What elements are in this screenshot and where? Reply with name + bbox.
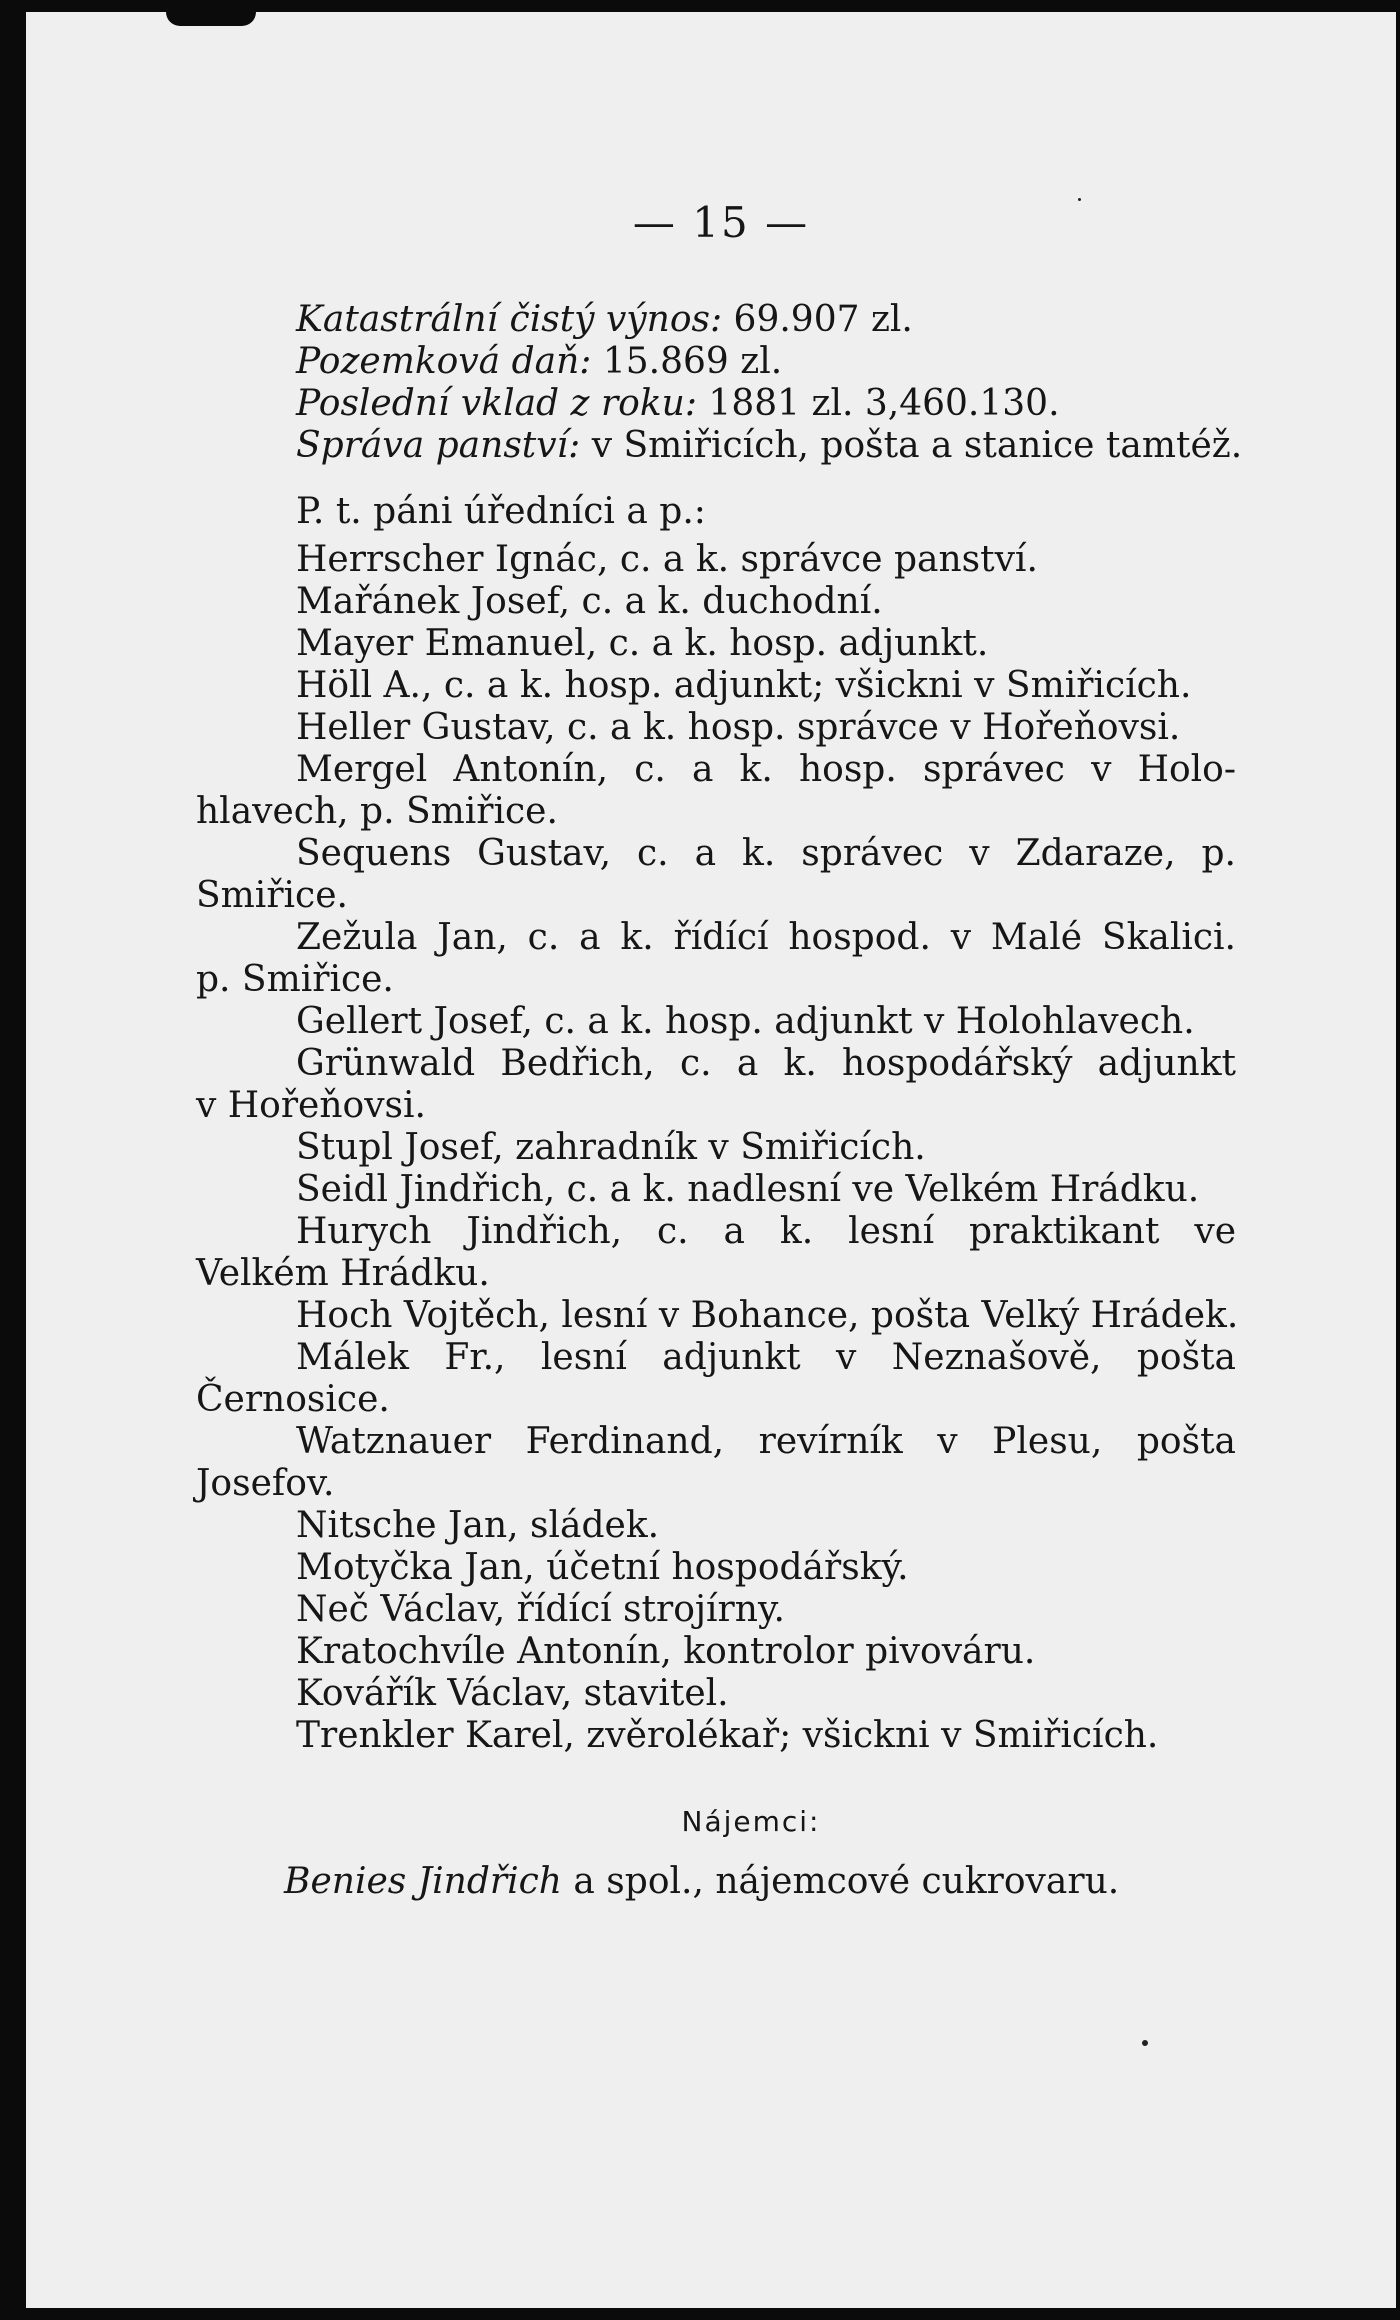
official-entry: Kovářík Václav, stavitel. [296, 1673, 729, 1714]
official-entry: Málek Fr., lesní adjunkt v Neznašově, pošta [296, 1337, 1236, 1378]
estate-info-line [296, 425, 1243, 466]
lessees-heading: Nájemci: [681, 1805, 821, 1838]
book-page [26, 12, 1396, 2308]
official-entry: Zežula Jan, c. a k. řídící hospod. v Malé Skalici. [296, 917, 1236, 958]
estate-info-label: Pozemková daň: [296, 341, 592, 382]
estate-info-label: Poslední vklad z roku: [296, 383, 697, 424]
official-entry: Sequens Gustav, c. a k. správec v Zdaraze, p. [296, 833, 1236, 874]
official-entry-continuation: Josefov. [196, 1463, 335, 1504]
official-entry: Trenkler Karel, zvěrolékař; všickni v Smiřicích. [296, 1715, 1159, 1756]
lessee-name: Benies Jindřich [284, 1861, 562, 1902]
estate-info-value: v Smiřicích, pošta a stanice tamtéž. [591, 425, 1243, 466]
estate-info-line [296, 300, 1236, 340]
official-entry-continuation: hlavech, p. Smiřice. [196, 791, 558, 832]
official-entry: Kratochvíle Antonín, kontrolor pivováru. [296, 1631, 1036, 1672]
official-entry-continuation: Černosice. [196, 1379, 390, 1420]
official-entry: Mergel Antonín, c. a k. hosp. správec v Holo- [296, 749, 1236, 790]
official-entry: Grünwald Bedřich, c. a k. hospodářský adjunkt [296, 1043, 1236, 1084]
official-entry-continuation: p. Smiřice. [196, 959, 394, 1000]
official-entry: Hurych Jindřich, c. a k. lesní praktikant ve [296, 1211, 1236, 1252]
official-entry-continuation: Velkém Hrádku. [196, 1253, 490, 1294]
print-speck [1142, 2040, 1148, 2046]
lessee-entry [284, 1862, 1224, 1902]
estate-info-line [296, 342, 1236, 382]
official-entry: Nitsche Jan, sládek. [296, 1505, 660, 1546]
estate-info-line [296, 384, 1236, 424]
official-entry: Heller Gustav, c. a k. hosp. správce v Hořeňovsi. [296, 707, 1181, 748]
official-entry: Hoch Vojtěch, lesní v Bohance, pošta Velký Hrádek. [296, 1295, 1239, 1336]
official-entry: Gellert Josef, c. a k. hosp. adjunkt v Holohlavech. [296, 1001, 1195, 1042]
official-entry: Mařánek Josef, c. a k. duchodní. [296, 581, 883, 622]
estate-info-value: 1881 zl. 3,460.130. [708, 383, 1060, 424]
official-entry: Neč Václav, řídící strojírny. [296, 1589, 785, 1630]
page-edge-mark [166, 12, 256, 26]
officials-heading: P. t. páni úředníci a p.: [296, 491, 706, 532]
official-entry: Seidl Jindřich, c. a k. nadlesní ve Velkém Hrádku. [296, 1169, 1200, 1210]
estate-info-label: Správa panství: [296, 425, 581, 466]
page-number: — 15 — [632, 198, 810, 247]
official-entry-continuation: Smiřice. [196, 875, 348, 916]
estate-info-label: Katastrální čistý výnos: [296, 299, 723, 340]
official-entry: Herrscher Ignác, c. a k. správce panství. [296, 539, 1038, 580]
official-entry: Stupl Josef, zahradník v Smiřicích. [296, 1127, 926, 1168]
official-entry-continuation: v Hořeňovsi. [196, 1085, 426, 1126]
print-speck [1078, 198, 1081, 201]
estate-info-value: 69.907 zl. [733, 299, 913, 340]
lessee-text: a spol., nájemcové cukrovaru. [573, 1861, 1120, 1902]
official-entry: Watznauer Ferdinand, revírník v Plesu, pošta [296, 1421, 1236, 1462]
official-entry: Motyčka Jan, účetní hospodářský. [296, 1547, 909, 1588]
official-entry: Höll A., c. a k. hosp. adjunkt; všickni v Smiřicích. [296, 665, 1192, 706]
estate-info-value: 15.869 zl. [602, 341, 783, 382]
official-entry: Mayer Emanuel, c. a k. hosp. adjunkt. [296, 623, 989, 664]
